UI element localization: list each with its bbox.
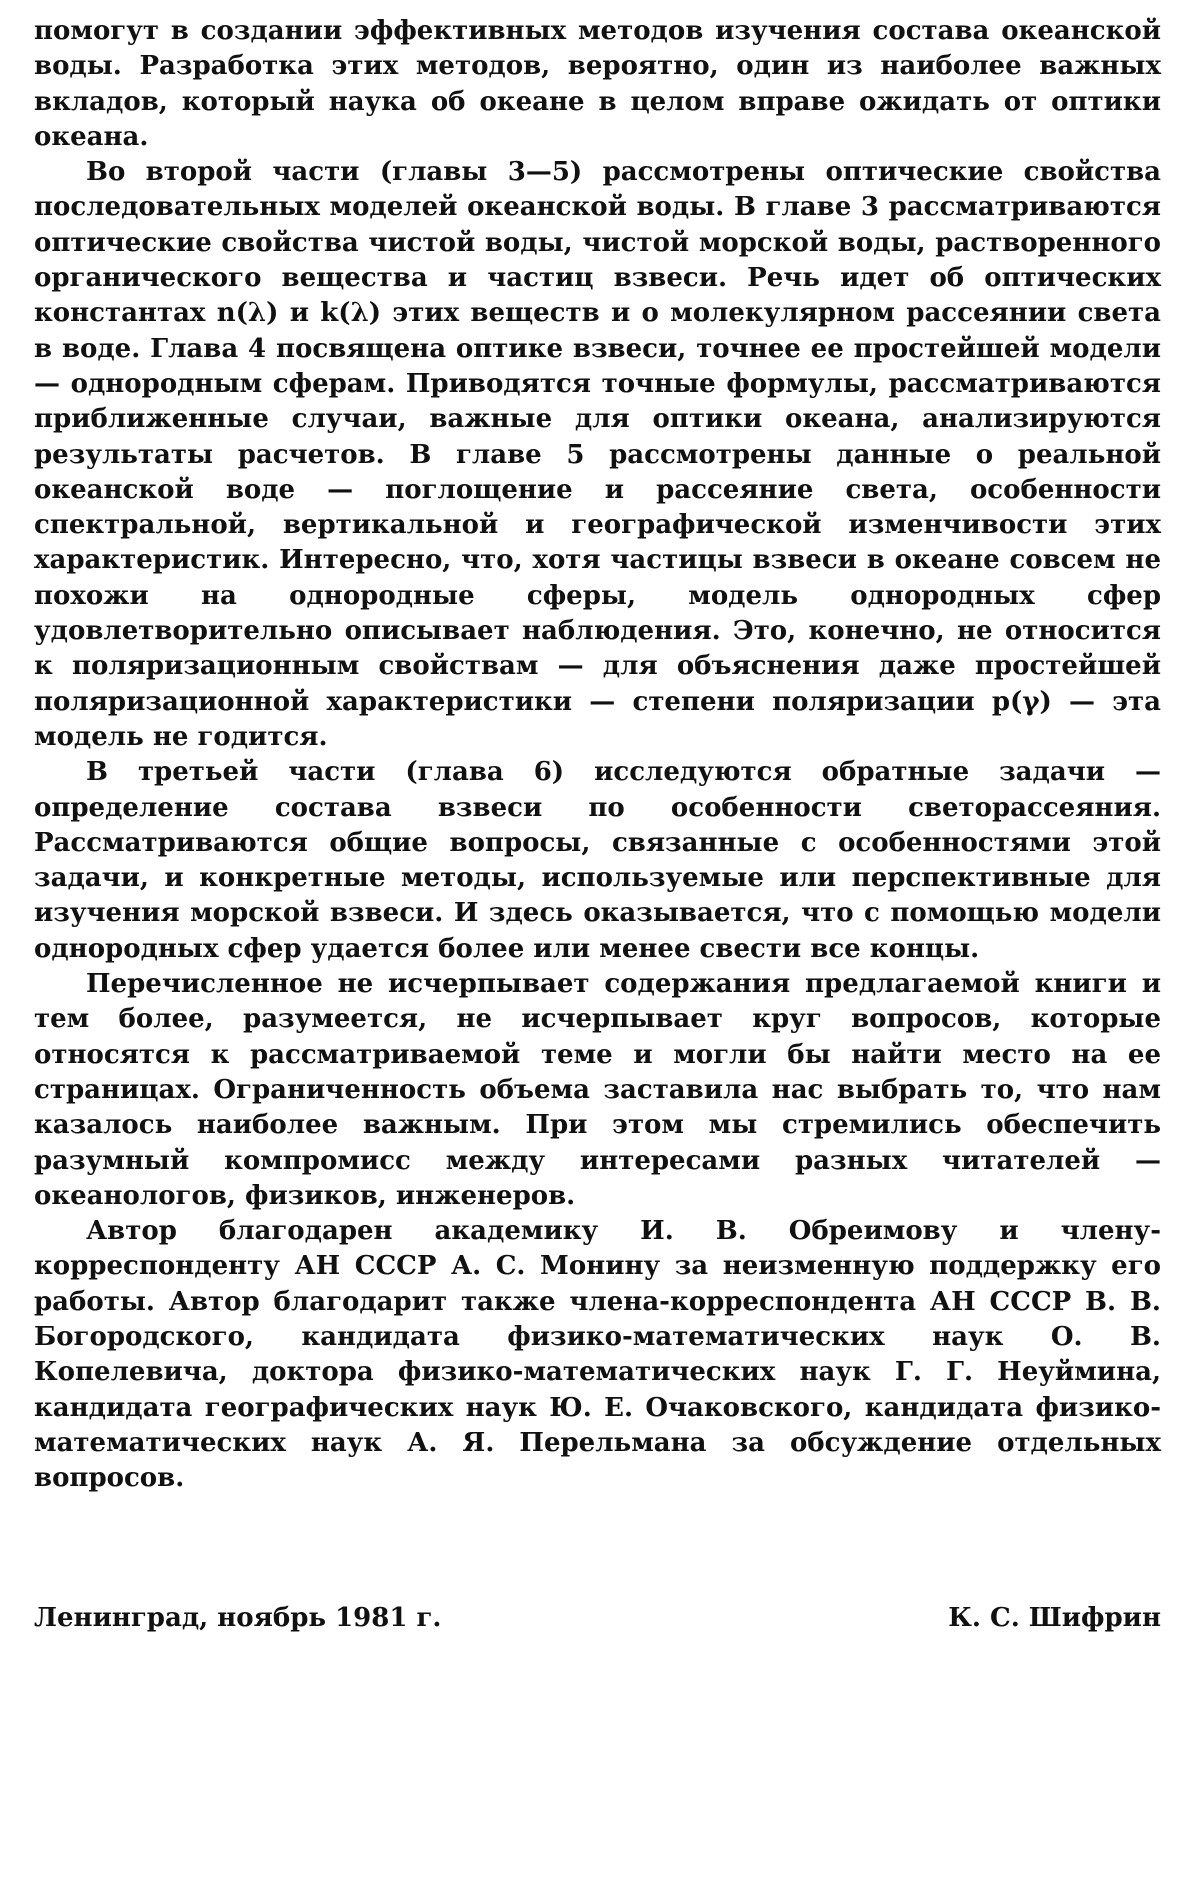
- paragraph-second-part: Во второй части (главы 3—5) рассмотрены оптические свойства последовательных моделей океанской воды. В главе 3 рассматриваются оптические свойства чистой воды, чистой морской воды, растворенного органического вещества и частиц взвеси. Речь идет об оптических константах n(λ) и k(λ) этих веществ и о молекулярном рассеянии света в воде. Глава 4 посвящена оптике взвеси, точнее ее простейшей модели — однородным сферам. Приводятся точные формулы, рассматриваются приближенные случаи, важные для оптики океана, анализируются результаты расчетов. В главе 5 рассмотрены данные о реальной океанской воде — поглощение и рассеяние света, особенности спектральной, вертикальной и географической изменчивости этих характеристик. Интересно, что, хотя частицы взвеси в океане совсем не похожи на однородные сферы, модель однородных сфер удовлетворительно описывает наблюдения. Это, конечно, не относится к поляризационным свойствам — для объяснения даже простейшей поляризационной характеристики — степени поляризации p(γ) — эта модель не годится.: [34, 157, 1161, 752]
- signature-line: [34, 1601, 1161, 1636]
- author-name: К. С. Шифрин: [948, 1603, 1161, 1633]
- paragraph-continuation: помогут в создании эффективных методов изучения состава океанской воды. Разработка этих методов, вероятно, один из наиболее важных вкладов, который наука об океане в целом вправе ожидать от оптики океана.: [34, 16, 1161, 152]
- paragraph-acknowledgements: Автор благодарен академику И. В. Обреимову и члену-корреспонденту АН СССР А. С. Монину за неизменную поддержку его работы. Автор благодарит также члена-корреспондента АН СССР В. В. Богородского, кандидата физико-математических наук О. В. Копелевича, доктора физико-математических наук Г. Г. Неуймина, кандидата географических наук Ю. Е. Очаковского, кандидата физико-математических наук А. Я. Перельмана за обсуждение отдельных вопросов.: [34, 1216, 1161, 1494]
- paragraph-third-part: В третьей части (глава 6) исследуются обратные задачи — определение состава взвеси по особенности светорассеяния. Рассматриваются общие вопросы, связанные с особенностями этой задачи, и конкретные методы, используемые или перспективные для изучения морской взвеси. И здесь оказывается, что с помощью модели однородных сфер удается более или менее свести все концы.: [34, 757, 1161, 964]
- paragraph-scope-note: Перечисленное не исчерпывает содержания предлагаемой книги и тем более, разумеется, не исчерпывает круг вопросов, которые относятся к рассматриваемой теме и могли бы найти место на ее страницах. Ограниченность объема заставила нас выбрать то, что нам казалось наиболее важным. При этом мы стремились обеспечить разумный компромисс между интересами разных читателей — океанологов, физиков, инженеров.: [34, 969, 1161, 1211]
- place-date: Ленинград, ноябрь 1981 г.: [34, 1603, 442, 1633]
- document-body: [34, 14, 1161, 1496]
